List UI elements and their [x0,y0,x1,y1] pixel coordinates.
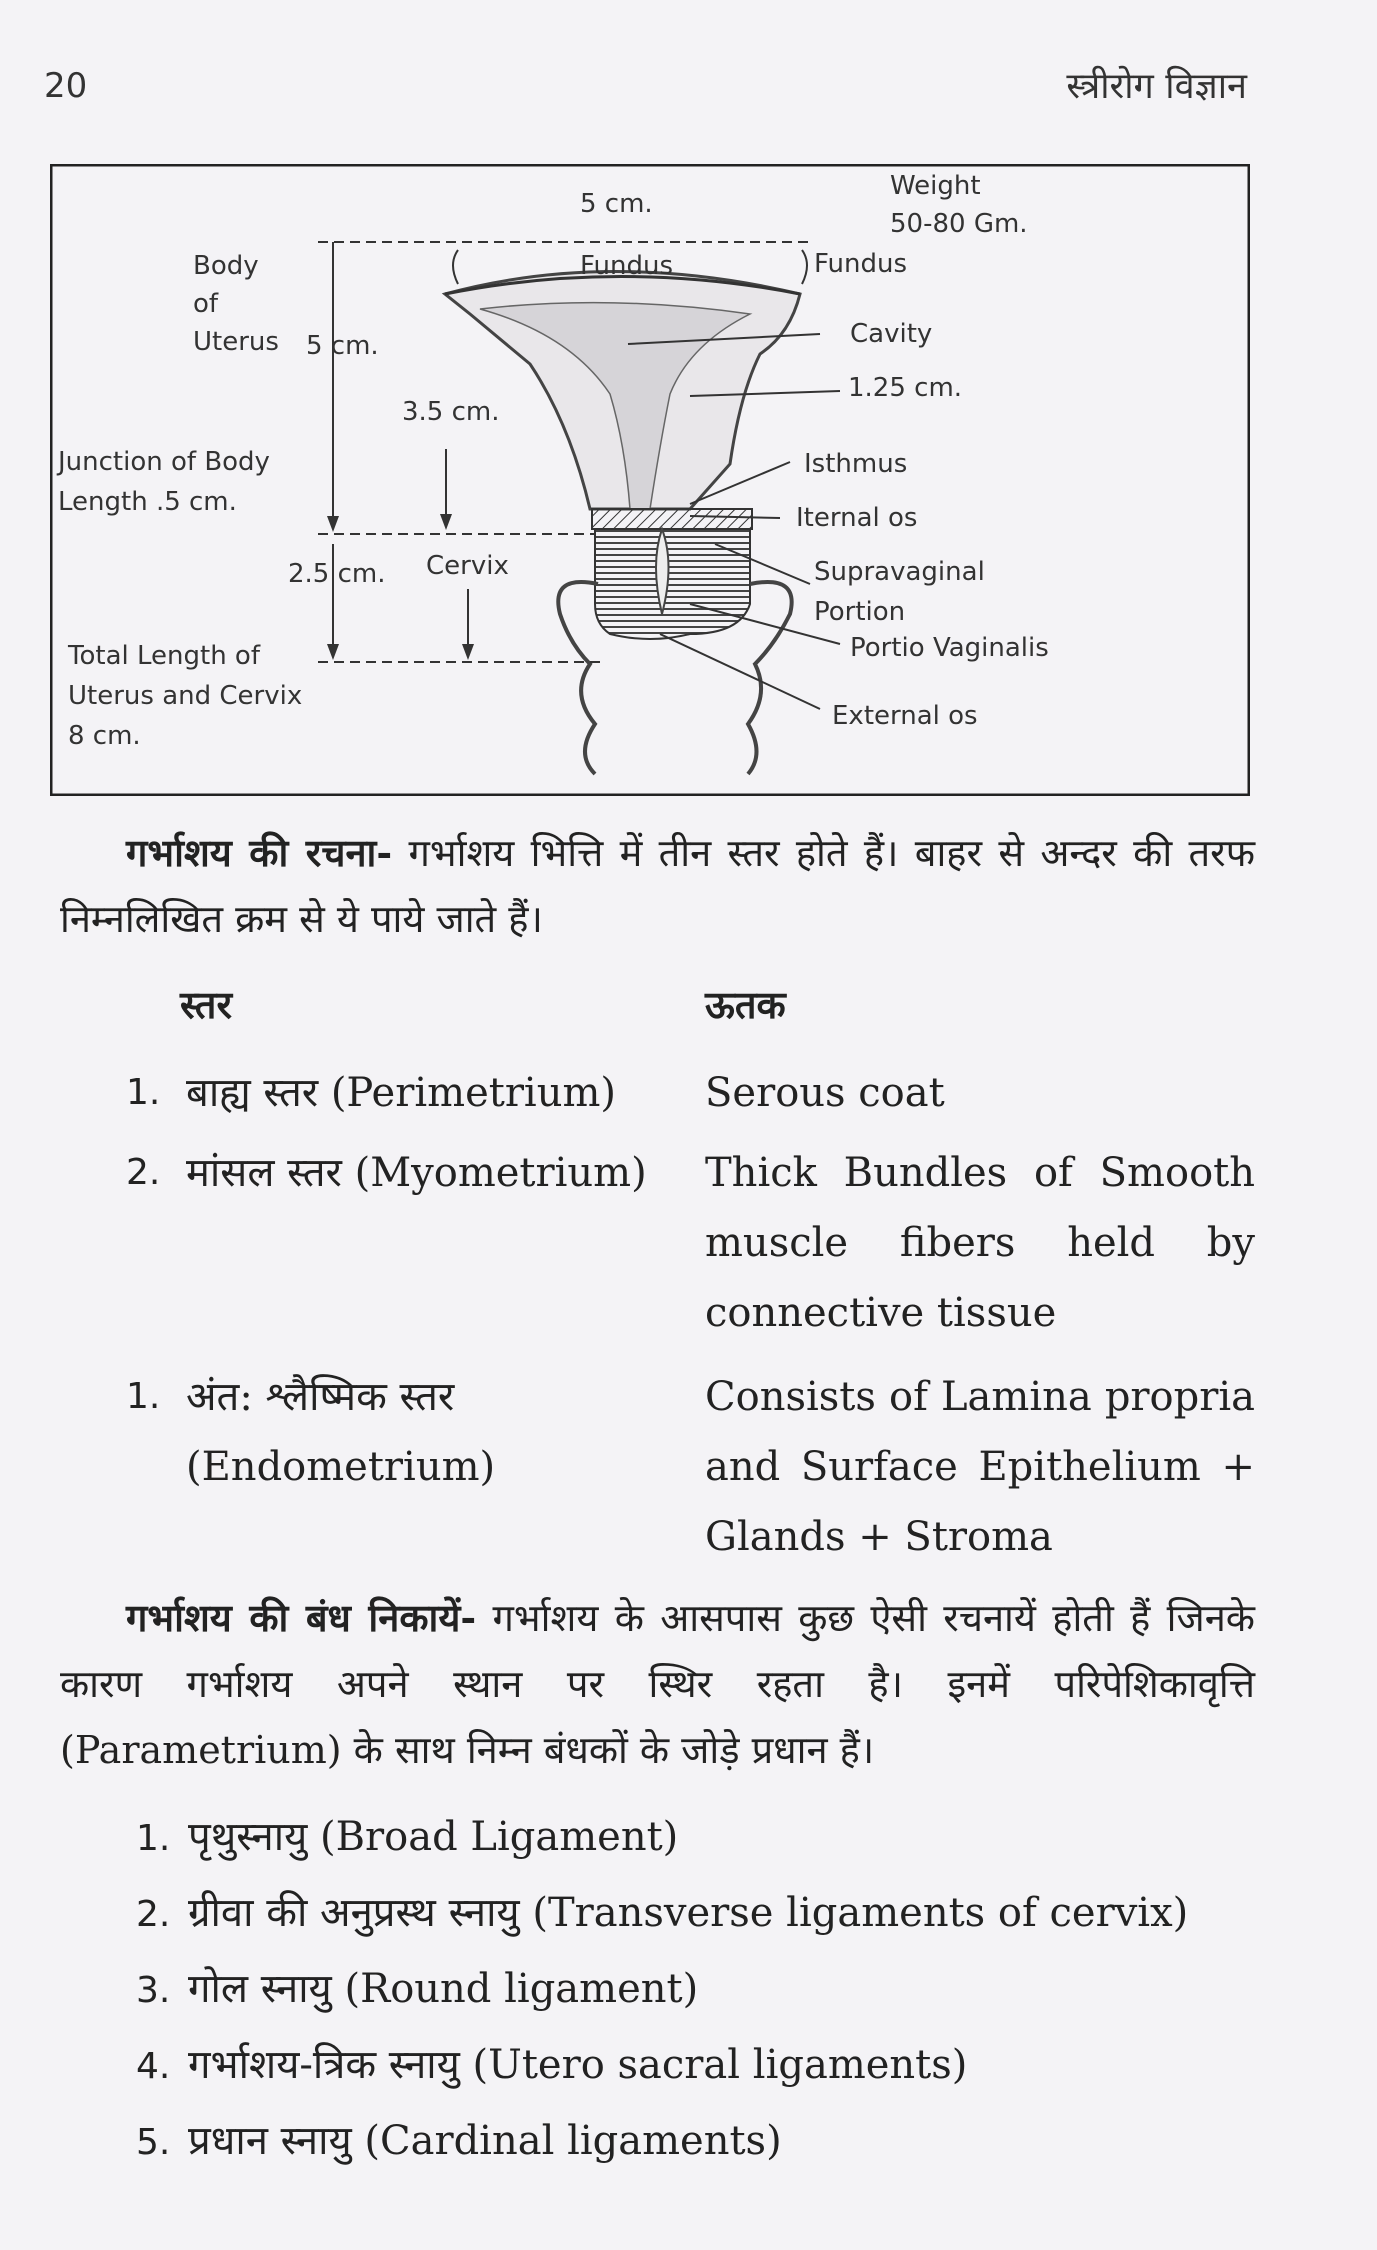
label-body-3: Uterus [193,327,279,357]
paragraph-heading: गर्भाशय की बंध निकायें- [126,1595,477,1640]
label-body-2: of [193,289,219,319]
label-cervix: Cervix [426,551,509,581]
label-wall-thickness: 1.25 cm. [848,373,963,403]
list-item [136,1878,1188,1950]
list-number: 3. [136,1970,171,2011]
label-body-length: 5 cm. [306,331,379,361]
layer-name-latin: (Endometrium) [186,1444,496,1490]
label-total-1: Total Length of [68,641,260,671]
label-width: 5 cm. [580,189,653,219]
column-header-tissue: ऊतक [705,982,786,1027]
label-total-2: Uterus and Cervix [68,681,303,711]
label-body-1: Body [193,251,259,281]
label-weight: Weight [890,171,981,201]
tissue-description: Consists of Lamina propria and Surface Epithelium + Glands + Stroma [705,1374,1255,1560]
label-supravaginal-2: Portion [814,597,906,627]
list-text: ग्रीवा की अनुप्रस्थ स्नायु (Transverse ligaments of cervix) [188,1890,1189,1936]
label-isthmus: Isthmus [804,449,908,479]
label-cavity-length: 3.5 cm. [402,397,500,427]
layer-name: अंत: श्लैष्मिक स्तर [186,1374,455,1420]
isthmus-band [592,509,752,529]
page-number: 20 [44,66,88,106]
uterus-diagram [50,164,1250,796]
list-text: प्रधान स्नायु (Cardinal ligaments) [188,2118,782,2164]
label-total-3: 8 cm. [68,721,141,751]
column-header-layer: स्तर [180,982,232,1027]
label-junction-1: Junction of Body [58,447,270,477]
list-number: 4. [136,2046,171,2087]
label-external-os: External os [832,701,978,731]
label-fundus-right: Fundus [814,249,908,279]
layer-name: बाह्य स्तर (Perimetrium) [186,1070,617,1116]
label-portio-vaginalis: Portio Vaginalis [850,633,1049,663]
list-number: 5. [136,2122,171,2163]
list-text: पृथुस्नायु (Broad Ligament) [188,1814,679,1860]
list-item [136,2030,967,2102]
list-item [136,1954,698,2026]
paragraph-text: गर्भाशय के आसपास कुछ ऐसी रचनायें होती हैं जिनके कारण गर्भाशय अपने स्थान पर स्थिर रहता है। इनमें परिपेशिकावृत्ति (Parametrium) के साथ निम्न बंधकों के जोड़े प्रधान हैं। [60,1596,1255,1772]
label-cervix-length: 2.5 cm. [288,559,386,589]
uterus-diagram-svg [50,164,1250,796]
label-fundus-inside: Fundus [580,251,674,281]
list-number: 1. [136,1818,171,1859]
row-number: 1. [126,1376,161,1417]
list-text: गर्भाशय-त्रिक स्नायु (Utero sacral ligaments) [188,2042,968,2088]
list-number: 2. [136,1894,171,1935]
paragraph-ligaments [60,1585,1255,1783]
row-number: 2. [126,1152,161,1193]
label-junction-2: Length .5 cm. [58,487,237,517]
list-item [136,2106,782,2178]
list-text: गोल स्नायु (Round ligament) [188,1966,699,2012]
row-number: 1. [126,1072,161,1113]
tissue-description: Thick Bundles of Smooth muscle fibers held by connective tissue [705,1150,1255,1336]
cervix-shape [595,529,750,639]
label-supravaginal-1: Supravaginal [814,557,985,587]
label-cavity: Cavity [850,319,933,349]
paragraph-text: गर्भाशय भित्ति में तीन स्तर होते हैं। बाहर से अन्दर की तरफ निम्नलिखित क्रम से ये पाये जाते हैं। [60,831,1255,941]
vaginal-wall-left [558,582,598,774]
label-internal-os: Iternal os [796,503,918,533]
label-weight-value: 50-80 Gm. [890,209,1028,239]
paragraph-uterus-structure [60,820,1255,952]
paragraph-heading: गर्भाशय की रचना- [126,830,393,875]
layer-name: मांसल स्तर (Myometrium) [186,1150,647,1196]
running-head: स्त्रीरोग विज्ञान [1066,66,1247,107]
list-item [136,1802,678,1874]
tissue-description: Serous coat [705,1070,945,1116]
